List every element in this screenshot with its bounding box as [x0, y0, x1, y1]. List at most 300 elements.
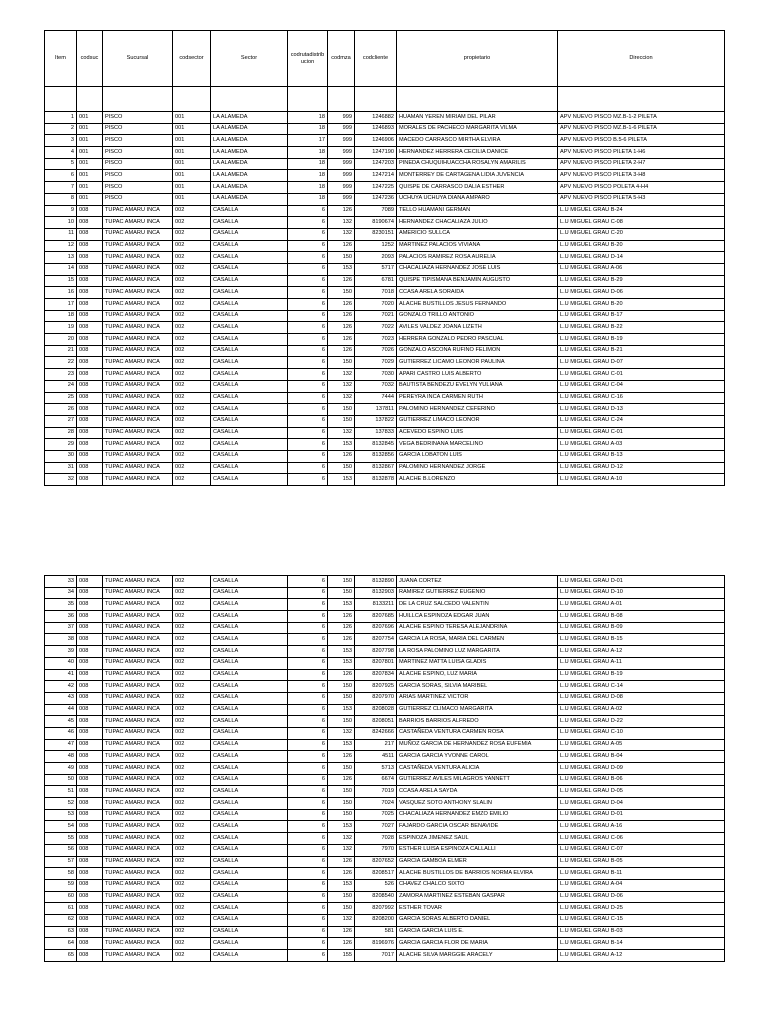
- codmza-cell: 126: [328, 622, 355, 634]
- propietario-cell: APARI CASTRO LUIS ALBERTO: [397, 369, 558, 381]
- propietario-cell: MACEDO CARRASCO MIRTHA ELVIRA: [397, 135, 558, 147]
- codruta-cell: 6: [288, 587, 328, 599]
- codsuc-cell: 008: [77, 891, 103, 903]
- codsuc-cell: 008: [77, 634, 103, 646]
- item-cell: 22: [45, 357, 77, 369]
- header-codsector: codsector: [173, 31, 211, 87]
- codcliente-cell: 8207970: [355, 692, 397, 704]
- sucursal-cell: TUPAC AMARU INCA: [103, 357, 173, 369]
- propietario-cell: RAMIREZ GUTIERREZ EUGENIO: [397, 587, 558, 599]
- direccion-cell: L.U MIGUEL GRAU D-07: [558, 357, 725, 369]
- codsuc-cell: 008: [77, 462, 103, 474]
- codsuc-cell: 008: [77, 299, 103, 311]
- codruta-cell: 18: [288, 123, 328, 135]
- codruta-cell: 6: [288, 299, 328, 311]
- sector-cell: CASALLA: [211, 821, 288, 833]
- codmza-cell: 126: [328, 310, 355, 322]
- sector-cell: CASALLA: [211, 287, 288, 299]
- codsuc-cell: 008: [77, 322, 103, 334]
- sucursal-cell: TUPAC AMARU INCA: [103, 392, 173, 404]
- codcliente-cell: 1246882: [355, 112, 397, 124]
- codmza-cell: 153: [328, 879, 355, 891]
- table-row: [45, 786, 725, 798]
- direccion-cell: APV NUEVO PISCO PILETA 3-H8: [558, 170, 725, 182]
- sector-cell: LA ALAMEDA: [211, 170, 288, 182]
- codsector-cell: 002: [173, 938, 211, 950]
- sucursal-cell: TUPAC AMARU INCA: [103, 751, 173, 763]
- codsuc-cell: 001: [77, 158, 103, 170]
- codruta-cell: 6: [288, 404, 328, 416]
- codsuc-cell: 008: [77, 903, 103, 915]
- codsector-cell: 002: [173, 646, 211, 658]
- codruta-cell: 6: [288, 809, 328, 821]
- codsector-cell: 002: [173, 474, 211, 486]
- codsector-cell: 002: [173, 727, 211, 739]
- direccion-cell: L.U MIGUEL GRAU A-12: [558, 950, 725, 962]
- codcliente-cell: 7032: [355, 380, 397, 392]
- codmza-cell: 999: [328, 123, 355, 135]
- codmza-cell: 126: [328, 450, 355, 462]
- codruta-cell: 6: [288, 751, 328, 763]
- codsuc-cell: 001: [77, 182, 103, 194]
- codmza-cell: 150: [328, 415, 355, 427]
- codsuc-cell: 001: [77, 112, 103, 124]
- sector-cell: CASALLA: [211, 263, 288, 275]
- sector-cell: CASALLA: [211, 439, 288, 451]
- item-cell: 5: [45, 158, 77, 170]
- direccion-cell: APV NUEVO PISCO MZ.B-1-2 PILETA: [558, 112, 725, 124]
- propietario-cell: GUTIERREZ CLIMACO MARGARITA: [397, 704, 558, 716]
- sucursal-cell: TUPAC AMARU INCA: [103, 926, 173, 938]
- item-cell: 43: [45, 692, 77, 704]
- codruta-cell: 6: [288, 462, 328, 474]
- codsector-cell: 002: [173, 833, 211, 845]
- header-item: Item: [45, 31, 77, 87]
- codsector-cell: 002: [173, 950, 211, 962]
- propietario-cell: ESTHER LUISA ESPINOZA CALLALLI: [397, 844, 558, 856]
- codsuc-cell: 008: [77, 704, 103, 716]
- table-row: [45, 439, 725, 451]
- direccion-cell: L.U MIGUEL GRAU D-12: [558, 462, 725, 474]
- codcliente-cell: 137833: [355, 427, 397, 439]
- item-cell: 48: [45, 751, 77, 763]
- codsector-cell: 002: [173, 310, 211, 322]
- propietario-cell: GARCIA SORAS, SILVIA MARIBEL: [397, 681, 558, 693]
- codcliente-cell: 1246893: [355, 123, 397, 135]
- item-cell: 42: [45, 681, 77, 693]
- codcliente-cell: 8208051: [355, 716, 397, 728]
- codsuc-cell: 008: [77, 622, 103, 634]
- codruta-cell: 18: [288, 112, 328, 124]
- codmza-cell: 126: [328, 938, 355, 950]
- codmza-cell: 150: [328, 287, 355, 299]
- direccion-cell: L.U MIGUEL GRAU D-06: [558, 287, 725, 299]
- codmza-cell: 153: [328, 646, 355, 658]
- table-row: [45, 345, 725, 357]
- codsector-cell: 001: [173, 182, 211, 194]
- sucursal-cell: TUPAC AMARU INCA: [103, 669, 173, 681]
- codruta-cell: 6: [288, 786, 328, 798]
- codcliente-cell: 8190674: [355, 217, 397, 229]
- codruta-cell: 18: [288, 193, 328, 205]
- codmza-cell: 132: [328, 392, 355, 404]
- direccion-cell: L.U MIGUEL GRAU B-19: [558, 334, 725, 346]
- codsuc-cell: 008: [77, 217, 103, 229]
- codsector-cell: 002: [173, 427, 211, 439]
- codruta-cell: 6: [288, 263, 328, 275]
- item-cell: 46: [45, 727, 77, 739]
- item-cell: 37: [45, 622, 77, 634]
- item-cell: 24: [45, 380, 77, 392]
- codsector-cell: 002: [173, 669, 211, 681]
- table-row: [45, 158, 725, 170]
- sucursal-cell: TUPAC AMARU INCA: [103, 763, 173, 775]
- sector-cell: CASALLA: [211, 240, 288, 252]
- table-row: [45, 450, 725, 462]
- codsuc-cell: 001: [77, 123, 103, 135]
- codcliente-cell: 1246906: [355, 135, 397, 147]
- propietario-cell: LA ROSA PALOMINO LUZ MARGARITA: [397, 646, 558, 658]
- table-body-part-1: [45, 112, 725, 486]
- direccion-cell: L.U MIGUEL GRAU B-09: [558, 622, 725, 634]
- codsector-cell: 002: [173, 462, 211, 474]
- header-codcliente: codcliente: [355, 31, 397, 87]
- direccion-cell: L.U MIGUEL GRAU B-14: [558, 938, 725, 950]
- sector-cell: CASALLA: [211, 450, 288, 462]
- table-row: [45, 891, 725, 903]
- codmza-cell: 150: [328, 763, 355, 775]
- codmza-cell: 150: [328, 891, 355, 903]
- codsector-cell: 002: [173, 798, 211, 810]
- header-codsuc: codsuc: [77, 31, 103, 87]
- codsector-cell: 002: [173, 739, 211, 751]
- propietario-cell: PINEDA CHUQUIHUACCHA ROSALYN AMARILIS: [397, 158, 558, 170]
- table-row: [45, 856, 725, 868]
- codsuc-cell: 008: [77, 681, 103, 693]
- header-codrutadistribucion-text: codrutadistribucion: [290, 52, 325, 65]
- direccion-cell: L.U MIGUEL GRAU A-04: [558, 879, 725, 891]
- sector-cell: CASALLA: [211, 345, 288, 357]
- codruta-cell: 6: [288, 439, 328, 451]
- codcliente-cell: 5717: [355, 263, 397, 275]
- sector-cell: CASALLA: [211, 415, 288, 427]
- codsuc-cell: 008: [77, 938, 103, 950]
- item-cell: 10: [45, 217, 77, 229]
- codruta-cell: 6: [288, 634, 328, 646]
- sucursal-cell: TUPAC AMARU INCA: [103, 903, 173, 915]
- table-row: [45, 926, 725, 938]
- sucursal-cell: TUPAC AMARU INCA: [103, 681, 173, 693]
- sucursal-cell: TUPAC AMARU INCA: [103, 439, 173, 451]
- codruta-cell: 6: [288, 380, 328, 392]
- direccion-cell: L.U MIGUEL GRAU A-05: [558, 739, 725, 751]
- item-cell: 63: [45, 926, 77, 938]
- propietario-cell: PALACIOS RAMIREZ ROSA AURELIA: [397, 252, 558, 264]
- codcliente-cell: 7023: [355, 334, 397, 346]
- propietario-cell: PALOMINO HERNANDEZ JORGE: [397, 462, 558, 474]
- codcliente-cell: 7089: [355, 205, 397, 217]
- item-cell: 1: [45, 112, 77, 124]
- codruta-cell: 6: [288, 252, 328, 264]
- codmza-cell: 999: [328, 135, 355, 147]
- codruta-cell: 6: [288, 950, 328, 962]
- table-row: [45, 322, 725, 334]
- direccion-cell: APV NUEVO PISCO MZ.B-1-6 PILETA: [558, 123, 725, 135]
- codcliente-cell: 1252: [355, 240, 397, 252]
- codcliente-cell: 7017: [355, 950, 397, 962]
- sucursal-cell: TUPAC AMARU INCA: [103, 716, 173, 728]
- codsector-cell: 002: [173, 763, 211, 775]
- item-cell: 47: [45, 739, 77, 751]
- codsuc-cell: 008: [77, 856, 103, 868]
- table-row: [45, 868, 725, 880]
- codmza-cell: 153: [328, 439, 355, 451]
- propietario-cell: AMERICIO SULLCA: [397, 228, 558, 240]
- spacer-cell: [355, 87, 397, 112]
- table-row: [45, 380, 725, 392]
- sucursal-cell: TUPAC AMARU INCA: [103, 462, 173, 474]
- table-row: [45, 622, 725, 634]
- direccion-cell: L.U MIGUEL GRAU C-16: [558, 392, 725, 404]
- codcliente-cell: 7018: [355, 287, 397, 299]
- propietario-cell: GARCIA GARCIA YVONNE CAROL: [397, 751, 558, 763]
- table-row: [45, 657, 725, 669]
- codruta-cell: 6: [288, 228, 328, 240]
- sucursal-cell: TUPAC AMARU INCA: [103, 692, 173, 704]
- table-row: [45, 704, 725, 716]
- direccion-cell: APV NUEVO PISCO POLETA 4-H4: [558, 182, 725, 194]
- sucursal-cell: TUPAC AMARU INCA: [103, 369, 173, 381]
- sucursal-cell: TUPAC AMARU INCA: [103, 646, 173, 658]
- sucursal-cell: TUPAC AMARU INCA: [103, 252, 173, 264]
- sucursal-cell: TUPAC AMARU INCA: [103, 299, 173, 311]
- item-cell: 15: [45, 275, 77, 287]
- codmza-cell: 999: [328, 182, 355, 194]
- codsuc-cell: 008: [77, 380, 103, 392]
- item-cell: 35: [45, 599, 77, 611]
- item-cell: 12: [45, 240, 77, 252]
- direccion-cell: L.U MIGUEL GRAU B-20: [558, 240, 725, 252]
- codcliente-cell: 8207798: [355, 646, 397, 658]
- sector-cell: CASALLA: [211, 622, 288, 634]
- table-row: [45, 739, 725, 751]
- codsector-cell: 002: [173, 357, 211, 369]
- codcliente-cell: 8208200: [355, 914, 397, 926]
- codsuc-cell: 008: [77, 751, 103, 763]
- propietario-cell: TELLO HUAMANI GERMAN: [397, 205, 558, 217]
- propietario-cell: HUILLCA ESPINOZA EDGAR JUAN: [397, 611, 558, 623]
- propietario-cell: GARCIA GARCIA FLOR DE MARIA: [397, 938, 558, 950]
- sector-cell: CASALLA: [211, 427, 288, 439]
- codmza-cell: 999: [328, 112, 355, 124]
- codmza-cell: 150: [328, 462, 355, 474]
- item-cell: 8: [45, 193, 77, 205]
- sucursal-cell: TUPAC AMARU INCA: [103, 287, 173, 299]
- propietario-cell: GARCIA SORAS ALBERTO DANIEL: [397, 914, 558, 926]
- codsuc-cell: 008: [77, 763, 103, 775]
- codruta-cell: 6: [288, 856, 328, 868]
- item-cell: 27: [45, 415, 77, 427]
- codruta-cell: 18: [288, 147, 328, 159]
- codcliente-cell: 7029: [355, 357, 397, 369]
- header-row: [45, 31, 725, 87]
- codmza-cell: 150: [328, 681, 355, 693]
- propietario-cell: HERRERA GONZALO PEDRO PASCUAL: [397, 334, 558, 346]
- sucursal-cell: PISCO: [103, 135, 173, 147]
- codmza-cell: 132: [328, 217, 355, 229]
- header-codrutadistribucion: [288, 31, 328, 87]
- codcliente-cell: 1247203: [355, 158, 397, 170]
- sucursal-cell: TUPAC AMARU INCA: [103, 345, 173, 357]
- table-row: [45, 751, 725, 763]
- item-cell: 52: [45, 798, 77, 810]
- direccion-cell: L.U MIGUEL GRAU B-29: [558, 275, 725, 287]
- sector-cell: CASALLA: [211, 856, 288, 868]
- codsuc-cell: 008: [77, 599, 103, 611]
- propietario-cell: JUANA CORTEZ: [397, 576, 558, 588]
- sector-cell: CASALLA: [211, 938, 288, 950]
- item-cell: 9: [45, 205, 77, 217]
- codsector-cell: 001: [173, 170, 211, 182]
- codmza-cell: 132: [328, 833, 355, 845]
- table-row: [45, 727, 725, 739]
- direccion-cell: L.U MIGUEL GRAU C-15: [558, 914, 725, 926]
- sucursal-cell: TUPAC AMARU INCA: [103, 450, 173, 462]
- item-cell: 55: [45, 833, 77, 845]
- codruta-cell: 6: [288, 427, 328, 439]
- item-cell: 45: [45, 716, 77, 728]
- sucursal-cell: PISCO: [103, 123, 173, 135]
- codsuc-cell: 008: [77, 392, 103, 404]
- table-row: [45, 123, 725, 135]
- codcliente-cell: 7022: [355, 322, 397, 334]
- sucursal-cell: TUPAC AMARU INCA: [103, 334, 173, 346]
- direccion-cell: L.U MIGUEL GRAU A-01: [558, 599, 725, 611]
- codsector-cell: 002: [173, 634, 211, 646]
- codsector-cell: 002: [173, 786, 211, 798]
- direccion-cell: L.U MIGUEL GRAU D-25: [558, 903, 725, 915]
- codsector-cell: 002: [173, 868, 211, 880]
- codsuc-cell: 008: [77, 228, 103, 240]
- spacer-cell: [77, 87, 103, 112]
- codmza-cell: 150: [328, 716, 355, 728]
- direccion-cell: L.U MIGUEL GRAU B-17: [558, 310, 725, 322]
- codsuc-cell: 008: [77, 950, 103, 962]
- sector-cell: LA ALAMEDA: [211, 158, 288, 170]
- codcliente-cell: 8208517: [355, 868, 397, 880]
- codsuc-cell: 008: [77, 310, 103, 322]
- propietario-cell: CHACALIAZA HERNANDEZ EMZO EMILIO: [397, 809, 558, 821]
- spacer-row: [45, 87, 725, 112]
- codsuc-cell: 008: [77, 833, 103, 845]
- codcliente-cell: 6674: [355, 774, 397, 786]
- item-cell: 3: [45, 135, 77, 147]
- sucursal-cell: TUPAC AMARU INCA: [103, 240, 173, 252]
- sucursal-cell: TUPAC AMARU INCA: [103, 474, 173, 486]
- codmza-cell: 126: [328, 322, 355, 334]
- table-row: [45, 404, 725, 416]
- direccion-cell: L.U MIGUEL GRAU B-05: [558, 856, 725, 868]
- codcliente-cell: 6781: [355, 275, 397, 287]
- item-cell: 49: [45, 763, 77, 775]
- customer-table-part-1: [44, 30, 725, 486]
- table-row: [45, 821, 725, 833]
- sucursal-cell: TUPAC AMARU INCA: [103, 657, 173, 669]
- direccion-cell: L.U MIGUEL GRAU A-12: [558, 646, 725, 658]
- codmza-cell: 126: [328, 299, 355, 311]
- direccion-cell: L.U MIGUEL GRAU B-03: [558, 926, 725, 938]
- codcliente-cell: 7030: [355, 369, 397, 381]
- direccion-cell: L.U MIGUEL GRAU B-13: [558, 450, 725, 462]
- propietario-cell: BARRIOS BARRIOS ALFREDO: [397, 716, 558, 728]
- codmza-cell: 126: [328, 669, 355, 681]
- codsuc-cell: 008: [77, 252, 103, 264]
- codruta-cell: 6: [288, 669, 328, 681]
- codsector-cell: 002: [173, 205, 211, 217]
- propietario-cell: MARTINEZ PALACIOS VIVIANA: [397, 240, 558, 252]
- codsuc-cell: 008: [77, 809, 103, 821]
- sucursal-cell: TUPAC AMARU INCA: [103, 798, 173, 810]
- codruta-cell: 6: [288, 903, 328, 915]
- sucursal-cell: TUPAC AMARU INCA: [103, 587, 173, 599]
- table-row: [45, 938, 725, 950]
- direccion-cell: APV NUEVO PISCO PILETA 1-H6: [558, 147, 725, 159]
- codsuc-cell: 008: [77, 716, 103, 728]
- table-row: [45, 182, 725, 194]
- direccion-cell: L.U MIGUEL GRAU C-24: [558, 415, 725, 427]
- direccion-cell: L.U MIGUEL GRAU B-21: [558, 345, 725, 357]
- direccion-cell: L.U MIGUEL GRAU D-22: [558, 716, 725, 728]
- item-cell: 62: [45, 914, 77, 926]
- sector-cell: CASALLA: [211, 681, 288, 693]
- sucursal-cell: TUPAC AMARU INCA: [103, 576, 173, 588]
- codsector-cell: 002: [173, 404, 211, 416]
- table-row: [45, 774, 725, 786]
- codcliente-cell: 7019: [355, 786, 397, 798]
- item-cell: 6: [45, 170, 77, 182]
- codsuc-cell: 008: [77, 669, 103, 681]
- sector-cell: CASALLA: [211, 587, 288, 599]
- codsector-cell: 001: [173, 193, 211, 205]
- sucursal-cell: TUPAC AMARU INCA: [103, 611, 173, 623]
- codsector-cell: 002: [173, 380, 211, 392]
- table-row: [45, 599, 725, 611]
- sector-cell: CASALLA: [211, 716, 288, 728]
- codruta-cell: 6: [288, 205, 328, 217]
- codsuc-cell: 008: [77, 205, 103, 217]
- header-direccion: Direccion: [558, 31, 725, 87]
- codcliente-cell: 8132903: [355, 587, 397, 599]
- sucursal-cell: TUPAC AMARU INCA: [103, 380, 173, 392]
- sucursal-cell: TUPAC AMARU INCA: [103, 950, 173, 962]
- codruta-cell: 6: [288, 287, 328, 299]
- sector-cell: CASALLA: [211, 903, 288, 915]
- sucursal-cell: PISCO: [103, 182, 173, 194]
- codsuc-cell: 008: [77, 739, 103, 751]
- sucursal-cell: TUPAC AMARU INCA: [103, 275, 173, 287]
- table-row: [45, 310, 725, 322]
- propietario-cell: HERNANDEZ HERRERA CECILIA DANICE: [397, 147, 558, 159]
- table-row: [45, 392, 725, 404]
- codsuc-cell: 008: [77, 357, 103, 369]
- codruta-cell: 6: [288, 926, 328, 938]
- propietario-cell: ALACHE ESPINO, LUZ MARIA: [397, 669, 558, 681]
- direccion-cell: L.U MIGUEL GRAU C-20: [558, 228, 725, 240]
- sucursal-cell: PISCO: [103, 147, 173, 159]
- direccion-cell: L.U MIGUEL GRAU D-09: [558, 763, 725, 775]
- sector-cell: CASALLA: [211, 727, 288, 739]
- codcliente-cell: 7027: [355, 821, 397, 833]
